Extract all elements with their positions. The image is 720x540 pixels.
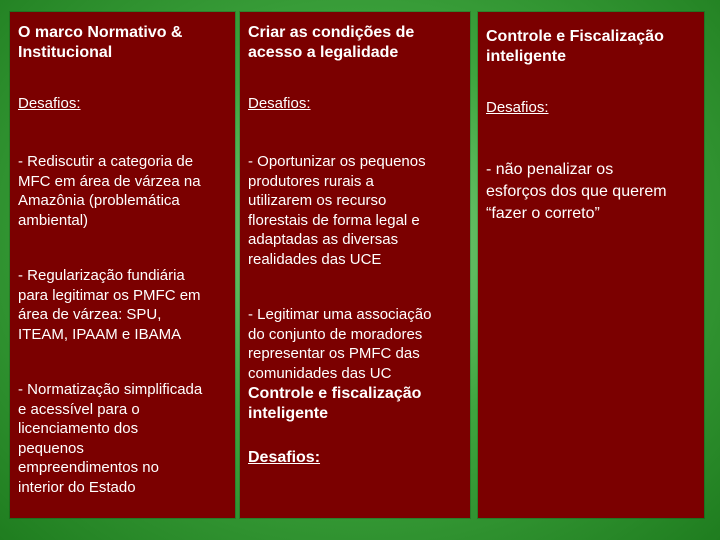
column-header xyxy=(248,23,414,63)
item-line: florestais de forma legal e xyxy=(248,211,420,229)
challenges-label: Desafios: xyxy=(18,95,81,112)
item-line: - Oportunizar os pequenos xyxy=(248,153,426,170)
item-line: adaptadas as diversas xyxy=(248,231,399,248)
column-acesso-legalidade xyxy=(240,12,470,518)
item-line: área de várzea: SPU, xyxy=(18,306,162,323)
item-line: utilizarem os recurso xyxy=(248,192,387,209)
challenge-item xyxy=(248,305,431,383)
item-line: “fazer o correto” xyxy=(486,205,600,222)
column-header xyxy=(18,23,182,63)
item-line: ambiental) xyxy=(18,211,89,229)
challenges-label: Desafios: xyxy=(486,99,549,116)
header-line: inteligente xyxy=(486,48,567,65)
item-line: - Legitimar uma associação xyxy=(248,306,432,323)
item-line: MFC em área de várzea na xyxy=(18,172,201,190)
item-line: produtores rurais a xyxy=(248,172,374,190)
item-line: - Regularização fundiária xyxy=(18,267,185,284)
challenge-item xyxy=(18,380,202,497)
header-line: acesso a legalidade xyxy=(248,44,399,61)
item-line: - não penalizar os xyxy=(486,161,614,178)
item-line: pequenos xyxy=(18,439,84,457)
item-line: ITEAM, IPAAM e IBAMA xyxy=(18,325,182,343)
item-line: licenciamento dos xyxy=(18,420,139,437)
item-line: realidades das UCE xyxy=(248,250,382,268)
sub-challenges-label: Desafios: xyxy=(248,449,321,466)
header-line: O marco Normativo & xyxy=(18,24,183,41)
item-line: comunidades das UC xyxy=(248,364,392,382)
challenge-item xyxy=(486,159,667,225)
challenge-item xyxy=(248,152,426,269)
item-line: empreendimentos no xyxy=(18,459,159,476)
column-controle-fiscalizacao xyxy=(478,12,704,518)
item-line: esforços dos que querem xyxy=(486,183,667,200)
item-line: Amazônia (problemática xyxy=(18,192,180,209)
column-marco-normativo xyxy=(10,12,235,518)
challenges-label: Desafios: xyxy=(248,95,311,112)
sub-header xyxy=(248,384,421,424)
sub-header-line: Controle e fiscalização xyxy=(248,385,422,402)
item-line: - Rediscutir a categoria de xyxy=(18,153,194,170)
challenge-item xyxy=(18,266,201,344)
item-line: do conjunto de moradores xyxy=(248,325,423,343)
item-line: interior do Estado xyxy=(18,478,136,496)
item-line: representar os PMFC das xyxy=(248,345,420,362)
item-line: - Normatização simplificada xyxy=(18,381,203,398)
header-line: Criar as condições de xyxy=(248,24,415,41)
challenge-item xyxy=(18,152,201,230)
item-line: e acessível para o xyxy=(18,400,140,418)
header-line: Controle e Fiscalização xyxy=(486,28,664,45)
header-line: Institucional xyxy=(18,44,113,61)
column-header xyxy=(486,27,664,67)
sub-header-line: inteligente xyxy=(248,405,329,422)
item-line: para legitimar os PMFC em xyxy=(18,286,201,304)
